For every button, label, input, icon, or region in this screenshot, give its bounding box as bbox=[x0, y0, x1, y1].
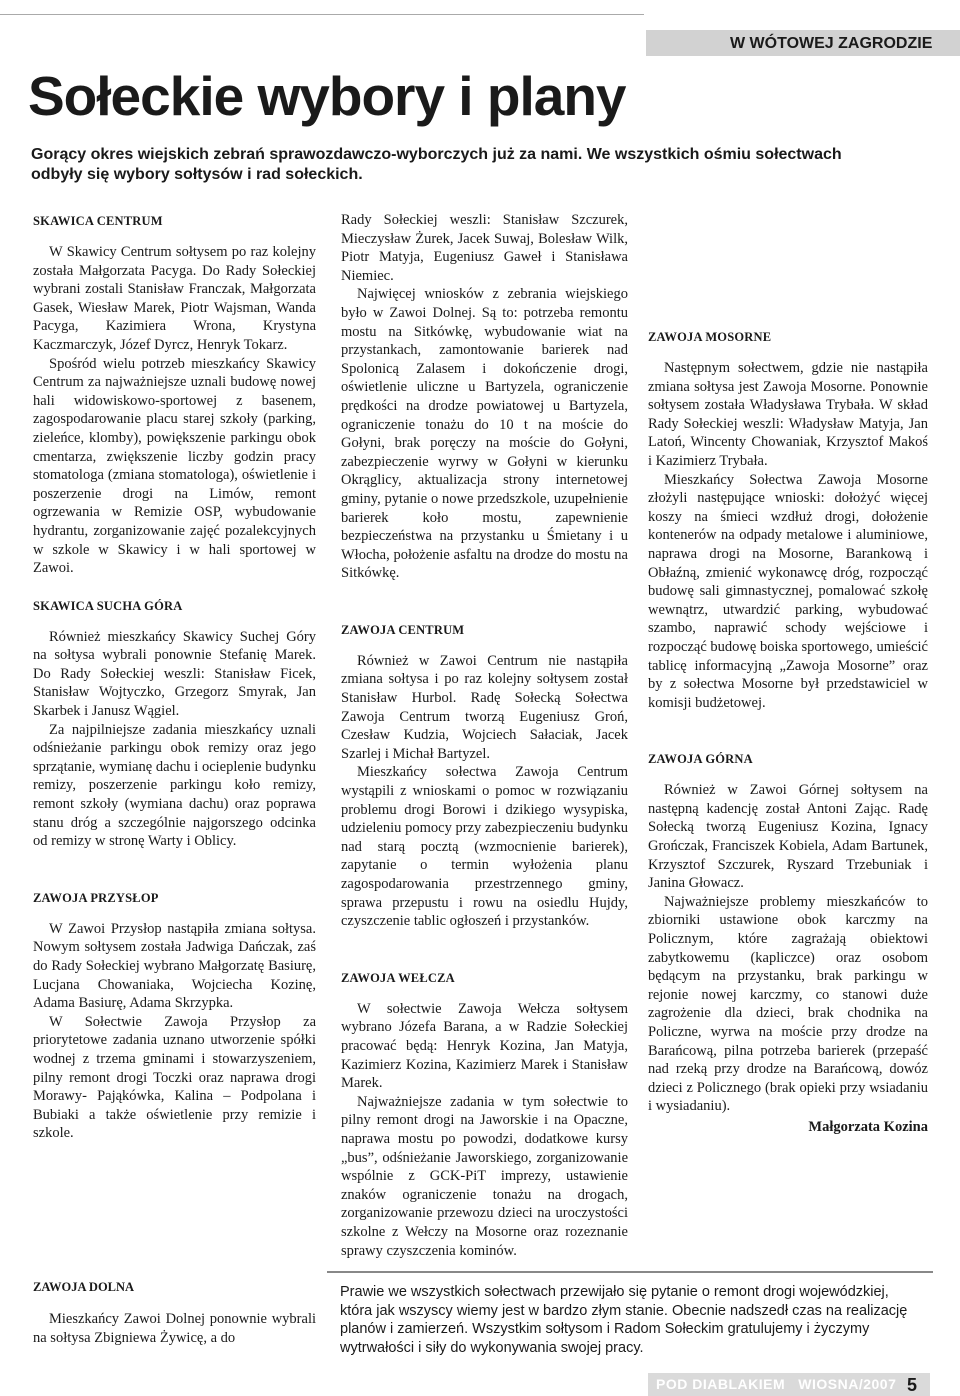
paragraph: Również w Zawoi Centrum nie nastąpiła zmiana sołtysa i po raz kolejny sołtysem został Stanisław Hurbol. Radę Sołecką Sołectwa Zawoja Centrum tworzą Eugeniusz Groń, Czesław Kudzia, Wojciech Sałaciak, Jacek Szarlej i Michał Bartyzel. bbox=[341, 652, 628, 762]
paragraph: W Skawicy Centrum sołtysem po raz kolejny została Małgorzata Pacyga. Do Rady Sołeckiej wybrani zostali Stanisław Franczak, Małgorzata Gasek, Wiesław Marek, Piotr Wajsman, Wanda Pacyga, Kazimiera Wrona, Krystyna Kaczmarczyk, Józef Dyrcz, Henryk Tokarz. bbox=[33, 244, 316, 353]
paragraph: Również mieszkańcy Skawicy Suchej Góry na sołtysa wybrali ponownie Stefanię Marek. Do Rady Sołeckiej weszli: Stanisław Ficek, Stanisław Wojtyczko, Grzegorz Smyrak, Jan Skarbek i Janusz Wągiel. bbox=[33, 628, 316, 720]
section-heading: SKAWICA CENTRUM bbox=[33, 214, 163, 228]
paragraph: Mieszkańcy Zawoi Dolnej ponownie wybrali na sołtysa Zbigniewa Żywicę, a do bbox=[33, 1311, 316, 1346]
section-heading: ZAWOJA DOLNA bbox=[33, 1280, 135, 1294]
zawoja-dolna-section bbox=[33, 1277, 316, 1347]
section-heading: SKAWICA SUCHA GÓRA bbox=[33, 598, 183, 613]
paragraph: Najważniejsze problemy mieszkańców to zbiorniki ustawione obok karczmy na Policznym, które zagrażają obiektowi zabytkowemu (kapliczce) oraz osobom będącym na przystanku, brak parkingu w rejonie nowej karczmy, co stanowi duże zagrożenie dla dzieci, brak chodnika na Policzne, wyrwa na moście przy drodze na Barańcową, pilna potrzeba barierek (przepaść nad rzeką przy drodze na Barańcową, dowóz dzieci z Policznego (brak opieki przy wsiadaniu i wysiadaniu). bbox=[648, 893, 928, 1115]
paragraph: Następnym sołectwem, gdzie nie nastąpiła zmiana sołtysa jest Zawoja Mosorne. Ponownie sołtysem została Władysława Trybała. W skład Rady Sołeckiej weszli: Władysław Matyja, Jan Latoń, Wincenty Chowaniak, Krzysztof Makoś i Kazimierz Trybała. bbox=[648, 360, 928, 469]
paragraph: Spośród wielu potrzeb mieszkańcy Skawicy Centrum za najważniejsze uznali budowę nowej hali widowiskowo-sportowej z basenem, zagospodarowanie placu starej szkoły (parking, zieleńce, klomby), powiększenie parkingu obok cmentarza, zwiększenie liczby godzin pracy stomatologa (zmiana stomatologa), oświetlenie i poszerzenie drogi na Limów, remont ogrzewania w Remizie OSP, wybudowanie hydrantu, zorganizowanie zajęć pozalekcyjnych w szkole w Skawicy i w hali sportowej w Zawoi. bbox=[33, 355, 316, 577]
magazine-name: POD DIABLAKIEM WIOSNA/2007 bbox=[656, 1376, 897, 1392]
section-heading: ZAWOJA CENTRUM bbox=[341, 622, 465, 637]
column-2 bbox=[341, 211, 628, 1260]
top-rule bbox=[0, 14, 644, 15]
section-heading: ZAWOJA MOSORNE bbox=[648, 330, 772, 344]
article-lead: Gorący okres wiejskich zebrań sprawozdawczo-wyborczych już za nami. We wszystkich ośmiu sołectwach odbyły się wybory sołtysów i rad sołeckich. bbox=[31, 146, 842, 183]
callout-text: Prawie we wszystkich sołectwach przewijało się pytanie o remont drogi wojewódzkiej, która jak wszyscy wiemy jest w bardzo złym stanie. Obecnie nadszedł czas na realizację planów i zamierzeń. Wszystkim sołtysom i Radom Sołeckim gratulujemy i życzymy wytrwałości i siły do wykonywania swojej pracy. bbox=[340, 1284, 908, 1356]
section-heading: ZAWOJA WEŁCZA bbox=[341, 970, 455, 985]
paragraph: Najważniejsze zadania w tym sołectwie to pilny remont drogi na Jaworskie i na Opaczne, naprawa mostu po powodzi, dodatkowe kursy „bus”, odśnieżanie Jaworskiego, zorganizowanie wspólnie z GCK-PiT imprezy, ustawienie znaków ograniczenie tonażu na drogach, zorganizowanie przewozu dzieci na uroczystości szkolne z Wełczy na Mosorne oraz rozeznanie sprawy czyszczenia kominów. bbox=[341, 1093, 628, 1259]
paragraph: Za najpilniejsze zadania mieszkańcy uznali odśnieżanie parkingu obok remizy oraz jego sprzątanie, wymianę dachu i ocieplenie budynku remizy, poszerzenie parkingu koło remizy, remont szkoły (wymiana dachu) oraz poprawa stanu dróg a szczególnie najgorszego odcinka od remizy w stronę Warty i Oblicy. bbox=[33, 721, 316, 850]
paragraph: Najwięcej wniosków z zebrania wiejskiego było w Zawoi Dolnej. Są to: potrzeba remontu mostu na Sitkówkę, wybudowanie wiat na przystankach, zamontowanie barierek nad Spolonicą Zalasem i dokończenie drogi, oświetlenie uliczne u Bartyzela, ograniczenie prędkości na drodze powiatowej u Bartyzela, ograniczenie tonażu do 10 t na moście do Gołyni, brak poręczy na moście do Gołyni, zabezpieczenie wyrwy w Gołyni w kierunku Okrąglicy, aktualizacja strony internetowej gminy, pytanie o nowe przedszkole, uzupełnienie barierek koło mostu, zapewnienie bezpieczeństwa na przystanku u Śmietany i u Włocha, położenie asfaltu na drodze do mostu na Sitkówkę. bbox=[341, 286, 628, 582]
article-title: Sołeckie wybory i plany bbox=[28, 65, 626, 127]
column-1 bbox=[33, 211, 316, 1143]
paragraph: Również w Zawoi Górnej sołtysem na następną kadencję został Antoni Zając. Radę Sołecką tworzą Eugeniusz Kozina, Ignacy Grończak, Franciszek Kobiela, Adam Bartunek, Krzysztof Szczurek, Ryszard Trzebuniak i Janina Głowacz. bbox=[648, 782, 928, 892]
callout-box bbox=[327, 1271, 933, 1359]
paragraph: W sołectwie Zawoja Wełcza sołtysem wybrano Józefa Barana, a w Radzie Sołeckiej pracować będą: Henryk Kozina, Jan Matyja, Kazimierz Kozina, Kazimierz Marek i Stanisław Marek. bbox=[341, 1000, 628, 1092]
paragraph: Mieszkańcy sołectwa Zawoja Centrum wystąpili z wnioskami o pomoc w rozwiązaniu problemu drogi Borowi i dzikiego wysypiska, udzieleniu pomocy przy zabezpieczeniu budynku nad starą pocztą (wzmocnienie barierek), zapytanie o termin wyłożenia planu zagospodarowania przestrzennego gminy, sprawa przepustu i rowu na osiedlu Hujdy, czyszczenie tablic ogłoszeń i przystanków. bbox=[341, 764, 628, 930]
paragraph: W Zawoi Przysłop nastąpiła zmiana sołtysa. Nowym sołtysem została Jadwiga Dańczak, zaś do Rady Sołeckiej wybrano Małgorzatę Basiurę, Lucjana Chowaniaka, Wojciecha Kozinę, Adama Basiurę, Adama Skrzypka. bbox=[33, 920, 316, 1012]
section-heading: ZAWOJA PRZYSŁOP bbox=[33, 890, 159, 905]
section-heading: ZAWOJA GÓRNA bbox=[648, 752, 753, 767]
paragraph: Rady Sołeckiej weszli: Stanisław Szczurek, Mieczysław Żurek, Jacek Suwaj, Bolesław Wilk, Piotr Matyja, Eugeniusz Gaweł i Stanisława Niemiec. bbox=[341, 212, 628, 284]
page-footer bbox=[648, 1373, 930, 1396]
author-signature: Małgorzata Kozina bbox=[808, 1118, 928, 1135]
paragraph: W Sołectwie Zawoja Przysłop za priorytetowe zadania uznano utworzenie spółki wodnej z trzema gminami i stowarzyszeniem, pilny remont drogi Toczki oraz naprawa drogi Morawy- Pająkówka, Kalina – Podpolana i Bubiaki a także oświetlenie przy remizie i szkole. bbox=[33, 1013, 316, 1142]
section-label: W WÓTOWEJ ZAGRODZIE bbox=[646, 30, 960, 56]
column-3 bbox=[648, 211, 928, 1137]
paragraph: Mieszkańcy Sołectwa Zawoja Mosorne złożyli następujące wnioski: dołożyć więcej koszy na śmieci wzdłuż drogi, dołożenie kontenerów na odpady metalowe i aluminiowe, naprawa drogi na Mosorne, Barankową i Obłaźną, zmienić wykonawcę dróg, rozpocząć budowę sali gimnastycznej, pomalować szkołę wewnątrz, utwardzić parking, wybudować szambo, naprawić schody wejściowe i rozpocząć budowę boiska sportowego, umieścić tablicę informacyjną „Zawoja Mosorne” oraz by z sołectwa Mosorne był przedstawiciel w komisji budżetowej. bbox=[648, 471, 928, 711]
page-number: 5 bbox=[906, 1375, 917, 1395]
